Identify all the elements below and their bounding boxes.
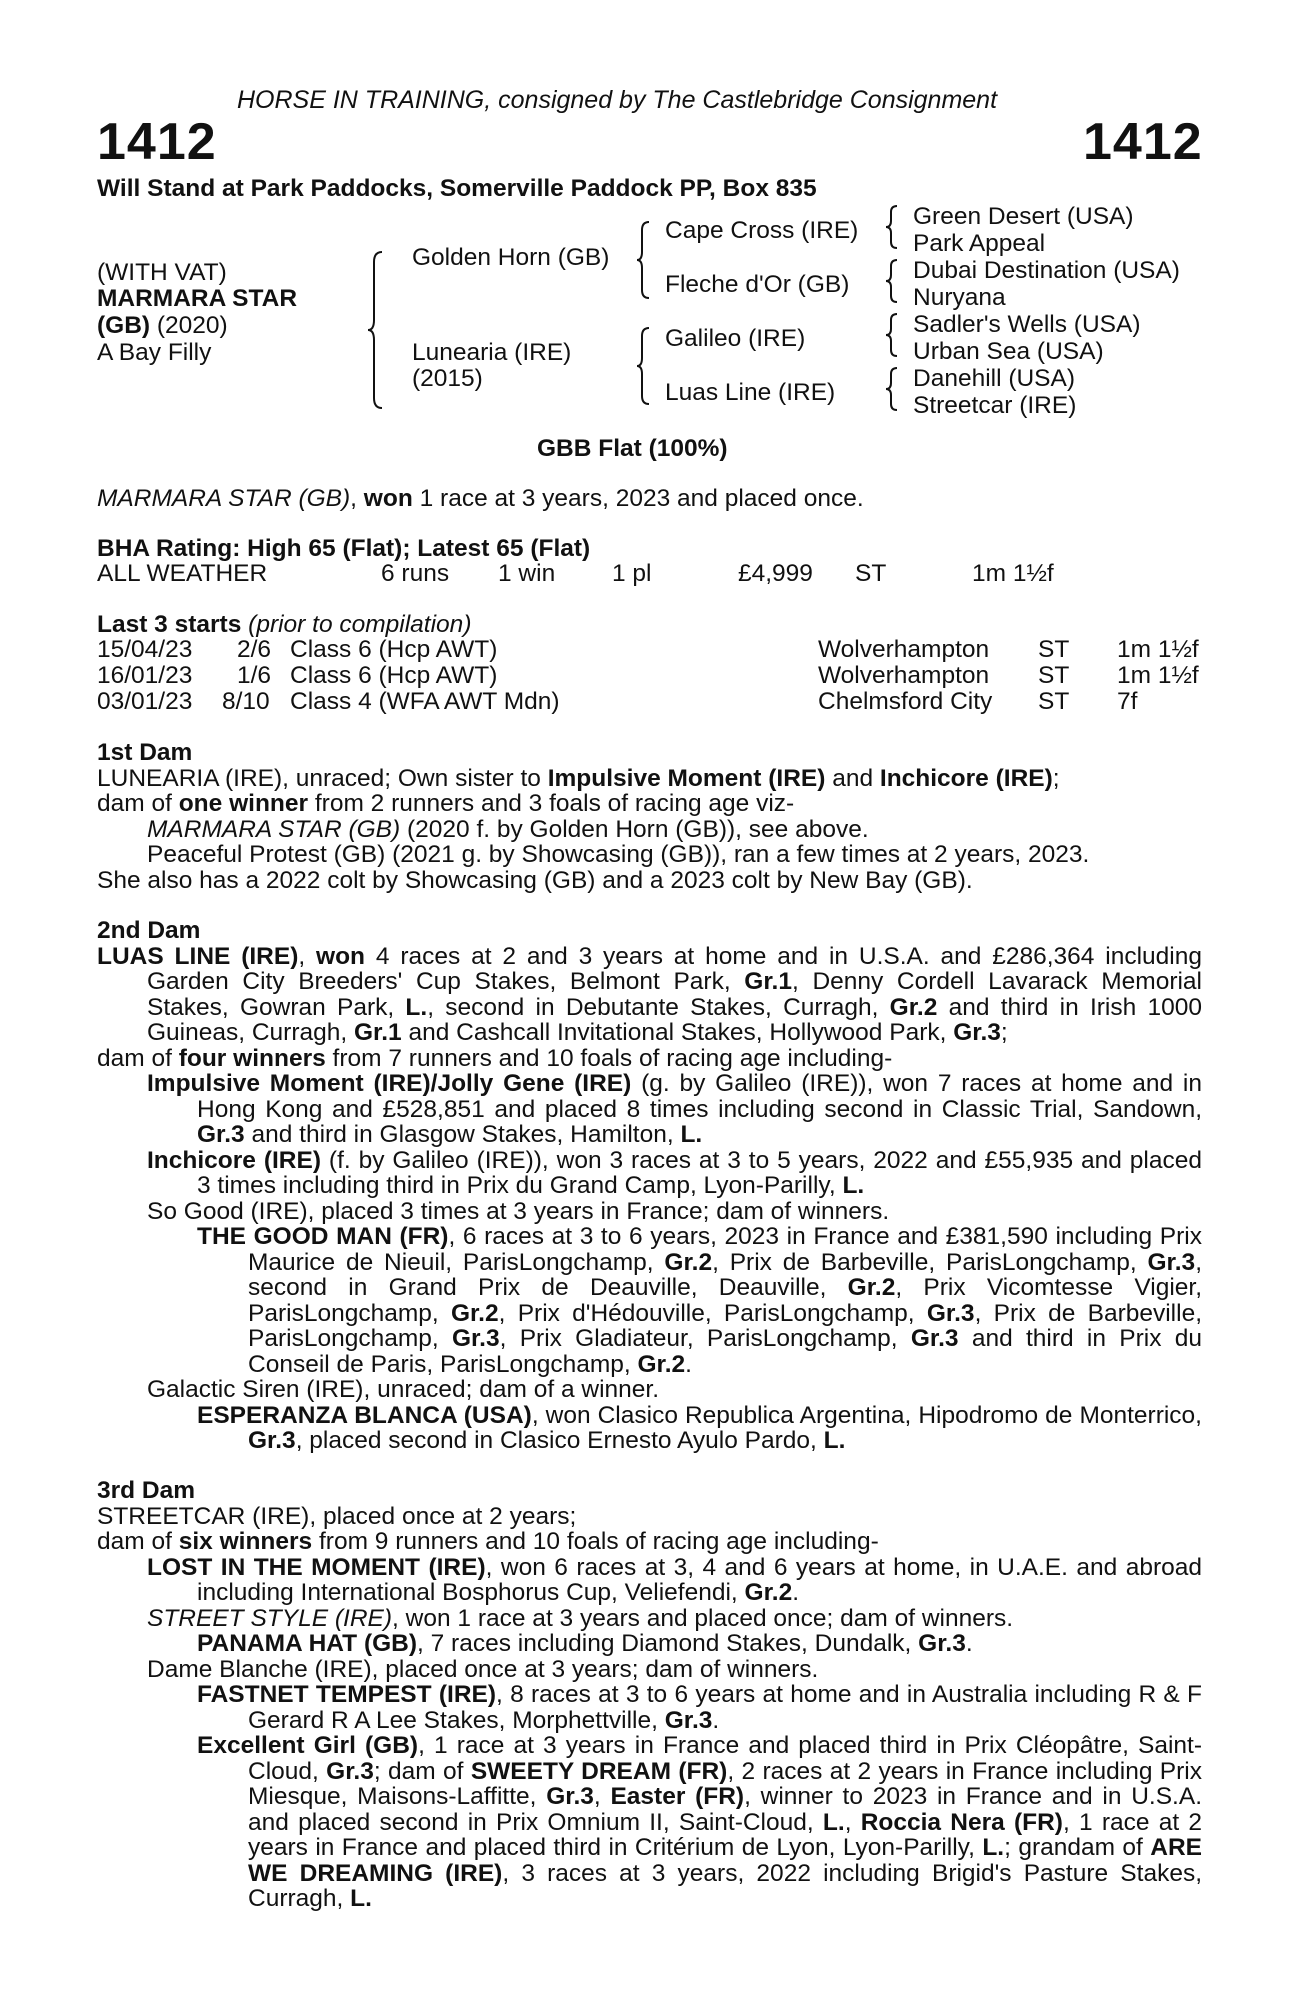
granddam-4: Nuryana — [913, 284, 1006, 311]
summary-horse-name: MARMARA STAR (GB) — [97, 485, 351, 512]
horse-name: MARMARA STAR — [97, 285, 298, 312]
grandsire-1: Green Desert (USA) — [913, 203, 1134, 230]
sire-sire: Cape Cross (IRE) — [665, 217, 859, 244]
horse-country: (GB) — [97, 312, 151, 339]
grandoffspring-the-good-man: THE GOOD MAN (FR), 6 races at 3 to 6 years, 2023 in France and £381,590 including Prix Maurice de Nieuil, ParisLongchamp, Gr.2, Prix de Barbeville, ParisLongchamp, Gr.3, second in Grand Prix de Deauville, Deauville, Gr.2, Prix Vicomtesse Vigier, ParisLongchamp, Gr.2, Prix d'Hédouville, ParisLongchamp, Gr.3, Prix de Barbeville, ParisLongchamp, Gr.3, Prix Gladiateur, ParisLongchamp, Gr.3 and third in Prix du Conseil de Paris, ParisLongchamp, Gr.2. — [197, 1223, 1203, 1378]
last-starts-note: (prior to compilation) — [248, 611, 472, 638]
first-dam-section — [97, 740, 1202, 893]
start-position: 1/6 — [237, 662, 272, 689]
bracket-dam — [637, 326, 653, 406]
sire-name: Golden Horn (GB) — [412, 244, 610, 271]
first-dam-line1: LUNEARIA (IRE), unraced; Own sister to Impulsive Moment (IRE) and Inchicore (IRE); — [97, 764, 1060, 792]
start-surface: ST — [1038, 688, 1070, 715]
bha-going: ST — [855, 560, 887, 587]
offspring-galactic-siren: Galactic Siren (IRE), unraced; dam of a winner. — [147, 1376, 659, 1403]
bracket-sire — [637, 220, 653, 300]
lot-number-right: 1412 — [1083, 113, 1203, 171]
lot-number-left: 1412 — [97, 113, 217, 171]
bracket-g56 — [886, 312, 900, 358]
dam-year: (2015) — [412, 365, 483, 392]
start-position: 2/6 — [237, 636, 272, 663]
dam-name: Lunearia (IRE) — [412, 339, 572, 366]
grandsire-3: Dubai Destination (USA) — [913, 257, 1180, 284]
granddam-2: Park Appeal — [913, 230, 1046, 257]
start-date: 16/01/23 — [97, 662, 193, 689]
offspring-street-style: STREET STYLE (IRE), won 1 race at 3 years and placed once; dam of winners. — [147, 1604, 1014, 1632]
start-date: 15/04/23 — [97, 636, 193, 663]
start-distance: 1m 1½f — [1117, 636, 1199, 663]
summary-won: won — [363, 485, 413, 512]
start-position: 8/10 — [222, 688, 270, 715]
start-date: 03/01/23 — [97, 688, 193, 715]
consignment-line: HORSE IN TRAINING, consigned by The Castlebridge Consignment — [237, 86, 998, 114]
bha-wins: 1 win — [498, 560, 556, 587]
dam-dam: Luas Line (IRE) — [665, 379, 836, 406]
first-dam-offspring: MARMARA STAR (GB) (2020 f. by Golden Horn (GB)), see above. — [147, 815, 869, 843]
offspring-lost-in-the-moment: LOST IN THE MOMENT (IRE), won 6 races at 3, 4 and 6 years at home, in U.A.E. and abroad including International Bosphorus Cup, Veliefendi, Gr.2. — [147, 1553, 1203, 1606]
second-dam-heading: 2nd Dam — [97, 917, 201, 944]
start-distance: 1m 1½f — [1117, 662, 1199, 689]
granddam-8: Streetcar (IRE) — [913, 392, 1077, 419]
offspring-impulsive-moment: Impulsive Moment (IRE)/Jolly Gene (IRE) (g. by Galileo (IRE)), won 7 races at home and in Hong Kong and £528,851 and placed 8 times including second in Classic Trial, Sandown, Gr.3 and third in Glasgow Stakes, Hamilton, L. — [147, 1070, 1202, 1148]
horse-country-year — [97, 313, 228, 338]
start-race: Class 6 (Hcp AWT) — [290, 662, 498, 689]
offspring-so-good: So Good (IRE), placed 3 times at 3 years in France; dam of winners. — [147, 1197, 890, 1225]
summary-text: 1 race at 3 years, 2023 and placed once. — [412, 485, 864, 512]
bracket-main — [370, 250, 390, 410]
last-starts-heading — [97, 611, 471, 639]
third-dam-heading: 3rd Dam — [97, 1477, 196, 1504]
horse-year: (2020) — [150, 312, 228, 339]
stabling-info: Will Stand at Park Paddocks, Somerville Paddock PP, Box 835 — [97, 175, 817, 202]
start-surface: ST — [1038, 662, 1070, 689]
grandoffspring-excellent-girl: Excellent Girl (GB), 1 race at 3 years in France and placed third in Prix Cléopâtre, Saint-Cloud, Gr.3; dam of SWEETY DREAM (FR), 2 races at 2 years in France including Prix Miesque, Maisons-Laffitte, Gr.3, Easter (FR), winner to 2023 in France and in U.S.A. and placed second in Prix Omnium II, Saint-Cloud, L., Roccia Nera (FR), 1 race at 2 years in France and placed third in Critérium de Lyon, Lyon-Parilly, L.; grandam of ARE WE DREAMING (IRE), 3 races at 3 years, 2022 including Brigid's Pasture Stakes, Curragh, L. — [197, 1732, 1203, 1912]
grandoffspring-panama-hat: PANAMA HAT (GB), 7 races including Diamond Stakes, Dundalk, Gr.3. — [197, 1630, 973, 1657]
granddam-6: Urban Sea (USA) — [913, 338, 1104, 365]
gbb-label: GBB Flat (100%) — [537, 435, 728, 462]
bha-surface: ALL WEATHER — [97, 560, 268, 587]
start-race: Class 4 (WFA AWT Mdn) — [290, 688, 560, 715]
vat-label: (WITH VAT) — [97, 259, 227, 286]
first-dam-line2: dam of one winner from 2 runners and 3 foals of racing age viz- — [97, 790, 795, 817]
bha-places: 1 pl — [612, 560, 652, 587]
second-dam-produce: dam of four winners from 7 runners and 10 foals of racing age including- — [97, 1044, 893, 1072]
dam-sire: Galileo (IRE) — [665, 325, 806, 352]
start-course: Chelmsford City — [818, 688, 993, 715]
bracket-g34 — [886, 258, 900, 304]
bracket-g12 — [886, 204, 900, 250]
last-starts-title: Last 3 starts — [97, 611, 242, 638]
bha-prize: £4,999 — [738, 560, 813, 587]
second-dam-record: LUAS LINE (IRE), won 4 races at 2 and 3 years at home and in U.S.A. and £286,364 including Garden City Breeders' Cup Stakes, Belmont Park, Gr.1, Denny Cordell Lavarack Memorial Stakes, Gowran Park, L., second in Debutante Stakes, Curragh, Gr.2 and third in Irish 1000 Guineas, Curragh, Gr.1 and Cashcall Invitational Stakes, Hollywood Park, Gr.3; — [97, 942, 1202, 1046]
horse-description: A Bay Filly — [97, 339, 212, 366]
bracket-g78 — [886, 366, 900, 412]
start-course: Wolverhampton — [818, 662, 990, 689]
grandsire-5: Sadler's Wells (USA) — [913, 311, 1141, 338]
sire-dam: Fleche d'Or (GB) — [665, 271, 850, 298]
offspring-dame-blanche: Dame Blanche (IRE), placed once at 3 years; dam of winners. — [147, 1655, 819, 1683]
start-course: Wolverhampton — [818, 636, 990, 663]
bha-distance: 1m 1½f — [972, 560, 1054, 587]
third-dam-line1: STREETCAR (IRE), placed once at 2 years; — [97, 1502, 577, 1530]
grandsire-7: Danehill (USA) — [913, 365, 1076, 392]
race-summary: MARMARA STAR (GB), won 1 race at 3 years, 2023 and placed once. — [97, 485, 864, 512]
third-dam-produce: dam of six winners from 9 runners and 10 foals of racing age including- — [97, 1528, 879, 1555]
start-surface: ST — [1038, 636, 1070, 663]
offspring-inchicore: Inchicore (IRE) (f. by Galileo (IRE)), won 3 races at 3 to 5 years, 2022 and £55,935 and placed 3 times including third in Prix du Grand Camp, Lyon-Parilly, L. — [147, 1146, 1202, 1199]
first-dam-note: She also has a 2022 colt by Showcasing (GB) and a 2023 colt by New Bay (GB). — [97, 866, 973, 894]
first-dam-heading: 1st Dam — [97, 739, 193, 766]
start-distance: 7f — [1117, 688, 1138, 715]
second-dam-section — [97, 918, 1202, 1454]
bha-rating: BHA Rating: High 65 (Flat); Latest 65 (Flat) — [97, 535, 591, 562]
start-race: Class 6 (Hcp AWT) — [290, 636, 498, 663]
bha-runs: 6 runs — [381, 560, 450, 587]
grandoffspring-esperanza-blanca: ESPERANZA BLANCA (USA), won Clasico Republica Argentina, Hipodromo de Monterrico, Gr.3, placed second in Clasico Ernesto Ayulo Pardo, L. — [197, 1401, 1202, 1454]
third-dam-section — [97, 1478, 1202, 1912]
first-dam-offspring: Peaceful Protest (GB) (2021 g. by Showcasing (GB)), ran a few times at 2 years, 2023. — [147, 841, 1090, 868]
grandoffspring-fastnet-tempest: FASTNET TEMPEST (IRE), 8 races at 3 to 6 years at home and in Australia including R & F Gerard R A Lee Stakes, Morphettville, Gr.3. — [197, 1681, 1202, 1734]
